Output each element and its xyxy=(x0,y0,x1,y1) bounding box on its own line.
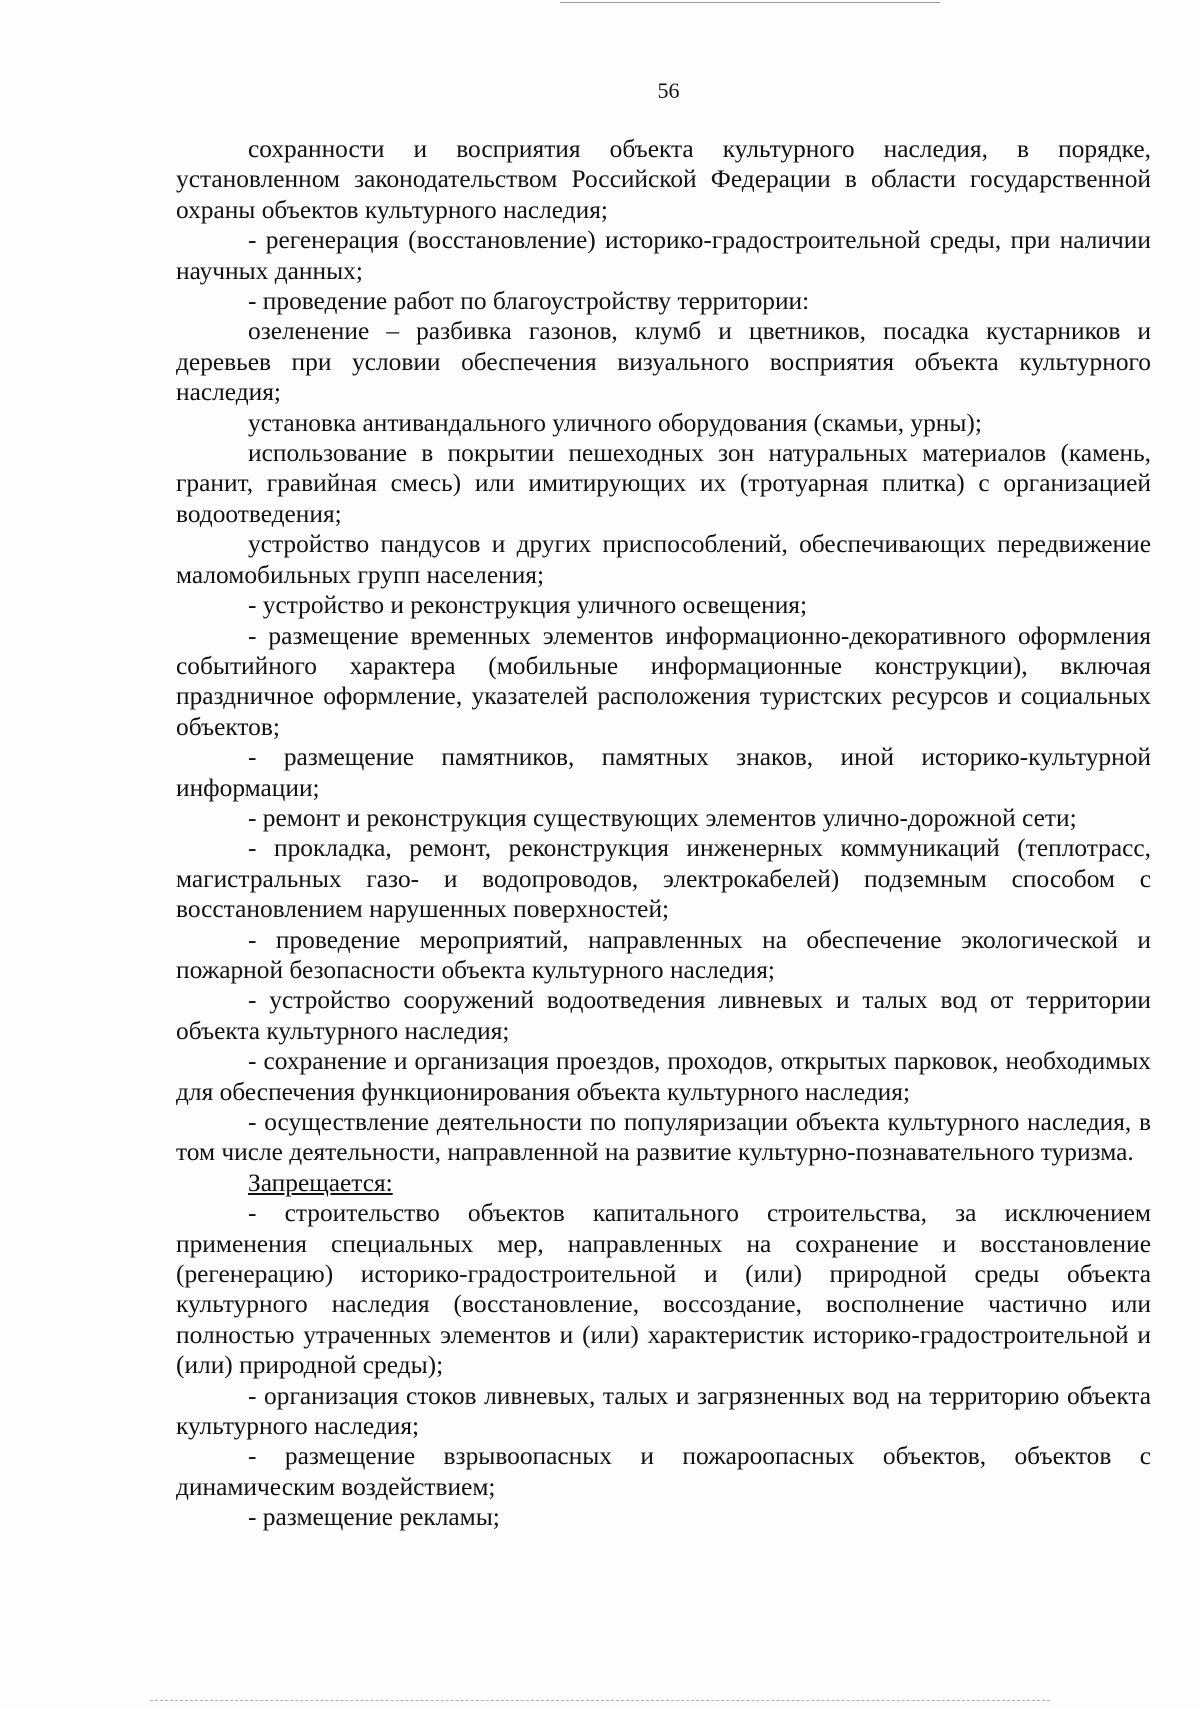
paragraph: озеленение – разбивка газонов, клумб и цветников, посадка кустарников и деревьев при условии обеспечения визуального восприятия объекта культурного наследия; xyxy=(176,317,1151,407)
paragraph: - ремонт и реконструкция существующих элементов улично-дорожной сети; xyxy=(248,803,1077,832)
paragraph: устройство пандусов и других приспособлений, обеспечивающих передвижение маломобильных групп населения; xyxy=(176,530,1151,589)
paragraph: - организация стоков ливневых, талых и загрязненных вод на территорию объекта культурного наследия; xyxy=(176,1381,1151,1441)
paragraph: - проведение работ по благоустройству территории: xyxy=(248,287,810,316)
paragraph: - прокладка, ремонт, реконструкция инженерных коммуникаций (теплотрасс, магистральных газо- и водопроводов, электрокабелей) подземным способом с восстановлением нарушенных поверхностей; xyxy=(176,834,1151,924)
paragraph: сохранности и восприятия объекта культурного наследия, в порядке, установленном законодательством Российской Федерации в области государственной охраны объектов культурного наследия; xyxy=(176,135,1151,224)
paragraph: - устройство сооружений водоотведения ливневых и талых вод от территории объекта культурного наследия; xyxy=(176,986,1151,1045)
paragraph: - устройство и реконструкция уличного освещения; xyxy=(248,591,808,620)
paragraph: - проведение мероприятий, направленных на обеспечение экологической и пожарной безопасности объекта культурного наследия; xyxy=(176,925,1151,984)
scan-artifact-line xyxy=(560,2,940,3)
document-body xyxy=(176,134,1151,1533)
paragraph: - регенерация (восстановление) историко-градостроительной среды, при наличии научных данных; xyxy=(176,226,1151,285)
paragraph: установка антивандального уличного оборудования (скамьи, урны); xyxy=(248,408,982,437)
paragraph: - размещение рекламы; xyxy=(248,1503,500,1532)
paragraph: - сохранение и организация проездов, проходов, открытых парковок, необходимых для обеспечения функционирования объекта культурного наследия; xyxy=(176,1047,1151,1106)
paragraph: - размещение временных элементов информационно-декоративного оформления событийного характера (мобильные информационные конструкции), включая праздничное оформление, указателей расположения туристских ресурсов и социальных объектов; xyxy=(176,621,1151,741)
paragraph: - размещение памятников, памятных знаков, иной историко-культурной информации; xyxy=(176,743,1151,802)
paragraph: - размещение взрывоопасных и пожароопасных объектов, объектов с динамическим воздействием; xyxy=(176,1442,1151,1501)
page-number: 56 xyxy=(657,78,680,103)
scan-artifact-line xyxy=(150,1700,1050,1701)
paragraph: - строительство объектов капитального строительства, за исключением применения специальных мер, направленных на сохранение и восстановление (регенерацию) историко-градостроительной и (или) природной среды объекта культурного наследия (восстановление, воссоздание, восполнение частично или полностью утраченных элементов и (или) характеристик историко-градостроительной и (или) природной среды); xyxy=(176,1199,1151,1380)
section-heading-prohibited: Запрещается: xyxy=(248,1168,393,1197)
paragraph: - осуществление деятельности по популяризации объекта культурного наследия, в том числе деятельности, направленной на развитие культурно-познавательного туризма. xyxy=(176,1108,1151,1167)
paragraph: использование в покрытии пешеходных зон натуральных материалов (камень, гранит, гравийная смесь) или имитирующих их (тротуарная плитка) с организацией водоотведения; xyxy=(176,439,1151,528)
